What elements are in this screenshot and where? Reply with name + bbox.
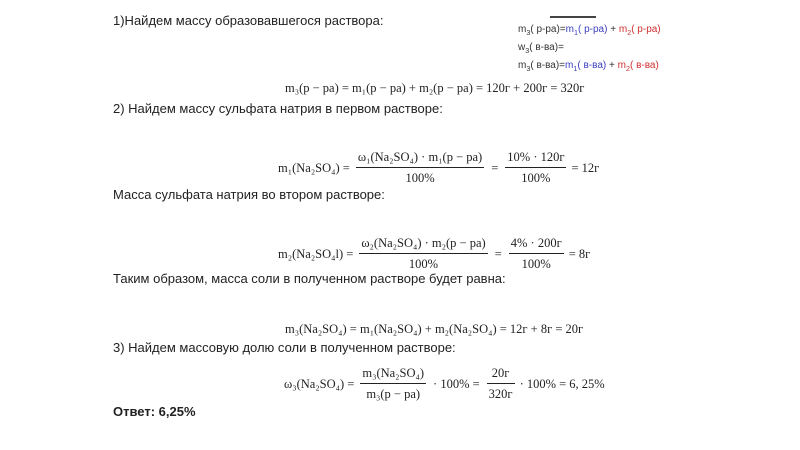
numerator: ω₁(Na₂SO₄) · m₁(р − ра)	[356, 150, 484, 168]
denominator: m₃(р − ра)	[366, 387, 421, 401]
formula-total-salt: m₃(Na₂SO₄) = m₁(Na₂SO₄) + m₂(Na₂SO₄) = 12г + 8г = 20г	[285, 322, 584, 336]
denominator: 100%	[405, 171, 435, 185]
multiply-percent: · 100% =	[433, 376, 480, 391]
denominator: 320г	[488, 387, 513, 401]
top-rule	[550, 16, 596, 18]
equals-sign: =	[494, 246, 502, 261]
result: · 100% = 6, 25%	[519, 376, 605, 391]
numerator: m₃(Na₂SO₄)	[360, 366, 426, 384]
numerator: 20г	[487, 366, 515, 384]
formula-mass-salt-1	[278, 150, 599, 186]
step3-title: 3) Найдем массовую долю соли в полученном растворе:	[113, 340, 456, 355]
note-mass-solution: $m_3$( $р-ра)=m_1$( $р-ра) + m_2$( р-ра)	[518, 24, 661, 37]
answer: Ответ: 6,25%	[113, 404, 196, 419]
denominator: 100%	[408, 257, 439, 271]
step2-title: 2) Найдем массу сульфата натрия в первом растворе:	[113, 101, 443, 116]
fraction	[487, 366, 515, 402]
formula-lhs: m₁(Na₂SO₄) =	[278, 160, 350, 175]
formula-lhs: m₂(Na₂SO₄l) =	[278, 246, 354, 261]
fraction	[360, 366, 426, 402]
denominator: 100%	[521, 171, 551, 185]
note-mass-fraction: $w_3$( в-ва)=	[518, 42, 564, 55]
step2-text: Масса сульфата натрия во втором растворе:	[113, 187, 385, 202]
step1-title: 1)Найдем массу образовавшегося раствора:	[113, 13, 384, 28]
numerator: 4% · 200г	[509, 236, 564, 254]
fraction	[509, 236, 564, 272]
numerator: 10% · 120г	[505, 150, 566, 168]
formula-mass-salt-2	[278, 236, 590, 272]
step2-text2: Таким образом, масса соли в полученном растворе будет равна:	[113, 271, 506, 286]
note-mass-substance: $m_3$( $в-ва)=m_1$( $в-ва) + m_2$( в-ва)	[518, 60, 659, 73]
equals-sign: =	[491, 160, 499, 175]
result: = 12г	[571, 160, 600, 175]
formula-mass-fraction	[284, 366, 605, 402]
fraction	[359, 236, 487, 272]
denominator: 100%	[521, 257, 551, 271]
formula-lhs: ω₃(Na₂SO₄) =	[284, 376, 355, 391]
result: = 8г	[568, 246, 591, 261]
formula-mass-solution: m₃(р − ра) = m₁(р − ра) + m₂(р − ра) = 120г + 200г = 320г	[285, 81, 585, 95]
fraction	[505, 150, 566, 186]
fraction	[356, 150, 484, 186]
numerator: ω₂(Na₂SO₄) · m₂(р − ра)	[359, 236, 487, 254]
